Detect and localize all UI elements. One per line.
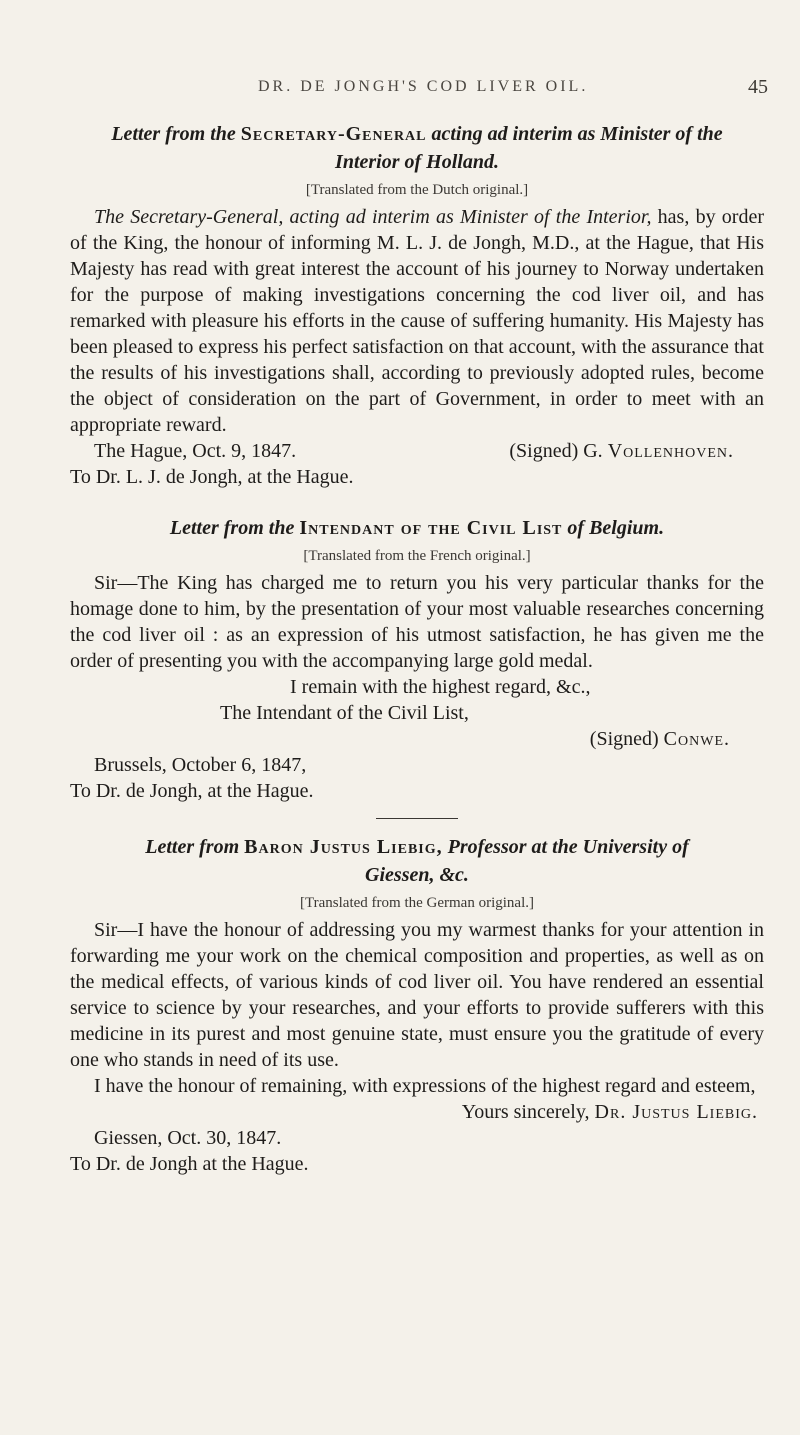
heading-name: Secretary-General [240, 123, 427, 145]
translation-note: [Translated from the French original.] [303, 548, 531, 564]
heading-text: of Belgium. [562, 517, 665, 539]
address-line: To Dr. de Jongh, at the Hague. [70, 780, 314, 802]
signature [509, 438, 734, 464]
heading-text: Letter from [145, 836, 245, 858]
letter-heading [70, 514, 764, 542]
signatory: Dr. Justus Liebig. [594, 1101, 758, 1123]
signature [70, 1099, 764, 1125]
dateline [70, 438, 764, 464]
letter-date: The Hague, Oct. 9, 1847. [94, 440, 297, 462]
heading-text: acting ad interim as Minister of the Interior of Holland. [335, 123, 723, 173]
letter-date: Giessen, Oct. 30, 1847. [94, 1127, 282, 1149]
translation-note: [Translated from the German original.] [300, 895, 534, 911]
translation-note: [Translated from the Dutch original.] [305, 182, 529, 198]
page-content [70, 120, 764, 1177]
letter-liebig [70, 833, 764, 1177]
address-line: To Dr. de Jongh at the Hague. [70, 1153, 309, 1175]
address-line: To Dr. L. J. de Jongh, at the Hague. [70, 466, 354, 488]
letter-intendant [70, 514, 764, 804]
page-number: 45 [748, 76, 768, 98]
running-title: DR. DE JONGH'S COD LIVER OIL. [258, 78, 589, 95]
letter-heading [70, 120, 764, 176]
signed-prefix: (Signed) G. [509, 440, 608, 462]
signatory: Conwe. [663, 728, 730, 750]
spacer [70, 490, 764, 514]
heading-name: Baron Justus Liebig, [244, 836, 443, 858]
signature [70, 726, 764, 752]
heading-text: Letter from the [111, 123, 241, 145]
closing-line: I remain with the highest regard, &c., [290, 676, 591, 698]
letter-body: Sir—I have the honour of addressing you my warmest thanks for your attention in forwarding me your work on the chemical composition and properties, as well as on the medical effects, of various kinds of cod liver oil. You have rendered an essential service to science by your researches, and your efforts to provide sufferers with this medicine in its purest and most genuine state, must ensure you the gratitude of every one who stands in need of its use. [70, 919, 764, 1071]
heading-text: Professor at the University of Giessen, &c. [365, 836, 689, 886]
closing-line: I have the honour of remaining, with expressions of the highest regard and esteem, [94, 1075, 756, 1097]
section-divider [376, 818, 458, 819]
heading-name: Intendant of the Civil List [299, 517, 563, 539]
letter-body: Sir—The King has charged me to return you his very particular thanks for the homage done to him, by the presentation of your most valuable researches concerning the cod liver oil : as an expression of his utmost satisfaction, he has given me the order of presenting you with the accompanying large gold medal. [70, 572, 764, 672]
running-head [0, 78, 800, 102]
letter-secretary-general [70, 120, 764, 490]
body-text: has, by order of the King, the honour of informing M. L. J. de Jongh, M.D., at the Hague, that His Majesty has read with great interest the account of his journey to Norway undertaken for the purpose of making investigations concerning the cod liver oil, and has remarked with pleasure his efforts in the cause of suffering humanity. His Majesty has been pleased to express his perfect satisfaction on that account, with the assurance that the results of his investigations shall, according to previously adopted rules, become the object of consideration on the part of Government, in order to meet with an appropriate reward. [70, 206, 764, 436]
letter-body [70, 204, 764, 438]
body-italic: The Secretary-General, acting ad interim as Minister of the Interior, [94, 206, 652, 228]
letter-heading [70, 833, 764, 889]
signed-prefix: (Signed) [589, 728, 664, 750]
signed-prefix: Yours sincerely, [461, 1101, 595, 1123]
letter-date: Brussels, October 6, 1847, [94, 754, 307, 776]
closing-line: The Intendant of the Civil List, [220, 702, 469, 724]
heading-text: Letter from the [169, 517, 300, 539]
signatory: Vollenhoven. [607, 440, 734, 462]
